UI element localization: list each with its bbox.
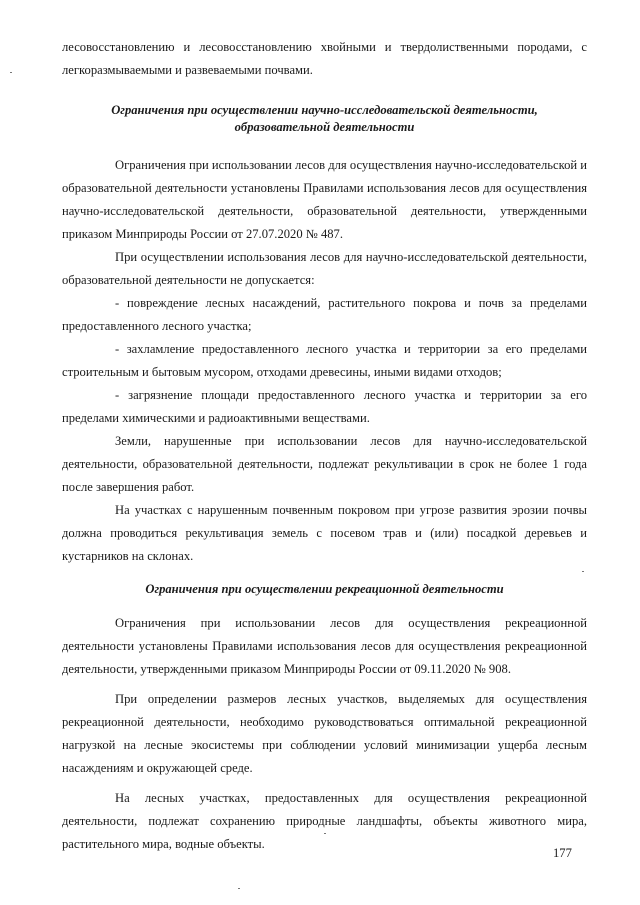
paragraph: Земли, нарушенные при использовании лесов для научно-исследовательской деятельности, образовательной деятельности, подлежат рекультивации в срок не более 1 года после завершения работ. (62, 434, 587, 494)
scan-speck (324, 833, 326, 834)
document-page (62, 36, 587, 856)
scan-speck (238, 888, 240, 889)
paragraph: При осуществлении использования лесов для научно-исследовательской деятельности, образовательной деятельности не допускается: (62, 250, 587, 287)
section-heading-research: Ограничения при осуществлении научно-исследовательской деятельности, образовательной деятельности (111, 103, 538, 134)
intro-paragraph: лесовосстановлению и лесовосстановлению хвойными и твердолиственными породами, с легкоразмываемыми и развеваемыми почвами. (62, 40, 587, 77)
list-item: - повреждение лесных насаждений, растительного покрова и почв за пределами предоставленного лесного участка; (62, 296, 587, 333)
page-number: 177 (553, 846, 572, 860)
paragraph: На лесных участках, предоставленных для осуществления рекреационной деятельности, подлежат сохранению природные ландшафты, объекты животного мира, растительного мира, водные объекты. (62, 791, 587, 851)
scan-speck (10, 72, 12, 73)
list-item: - захламление предоставленного лесного участка и территории за его пределами строительным и бытовым мусором, отходами древесины, иными видами отходов; (62, 342, 587, 379)
paragraph: На участках с нарушенным почвенным покровом при угрозе развития эрозии почвы должна проводиться рекультивация земель с посевом трав и (или) посадкой деревьев и кустарников на склонах. (62, 503, 587, 563)
paragraph: Ограничения при использовании лесов для осуществления научно-исследовательской и образовательной деятельности установлены Правилами использования лесов для осуществления научно-исследовательской деятельности, образовательной деятельности, утвержденными приказом Минприроды России от 27.07.2020 № 487. (62, 158, 588, 241)
section-heading-recreation: Ограничения при осуществлении рекреационной деятельности (145, 582, 504, 596)
list-item: - загрязнение площади предоставленного лесного участка и территории за его пределами химическими и радиоактивными веществами. (62, 388, 587, 425)
scan-speck (582, 571, 584, 572)
paragraph: Ограничения при использовании лесов для осуществления рекреационной деятельности установлены Правилами использования лесов для осуществления рекреационной деятельности, утвержденными приказом Минприроды России от 09.11.2020 № 908. (62, 616, 587, 676)
paragraph: При определении размеров лесных участков, выделяемых для осуществления рекреационной деятельности, необходимо руководствоваться оптимальной рекреационной нагрузкой на лесные экосистемы при соблюдении условий минимизации ущерба лесным насаждениям и окружающей среде. (62, 692, 587, 775)
